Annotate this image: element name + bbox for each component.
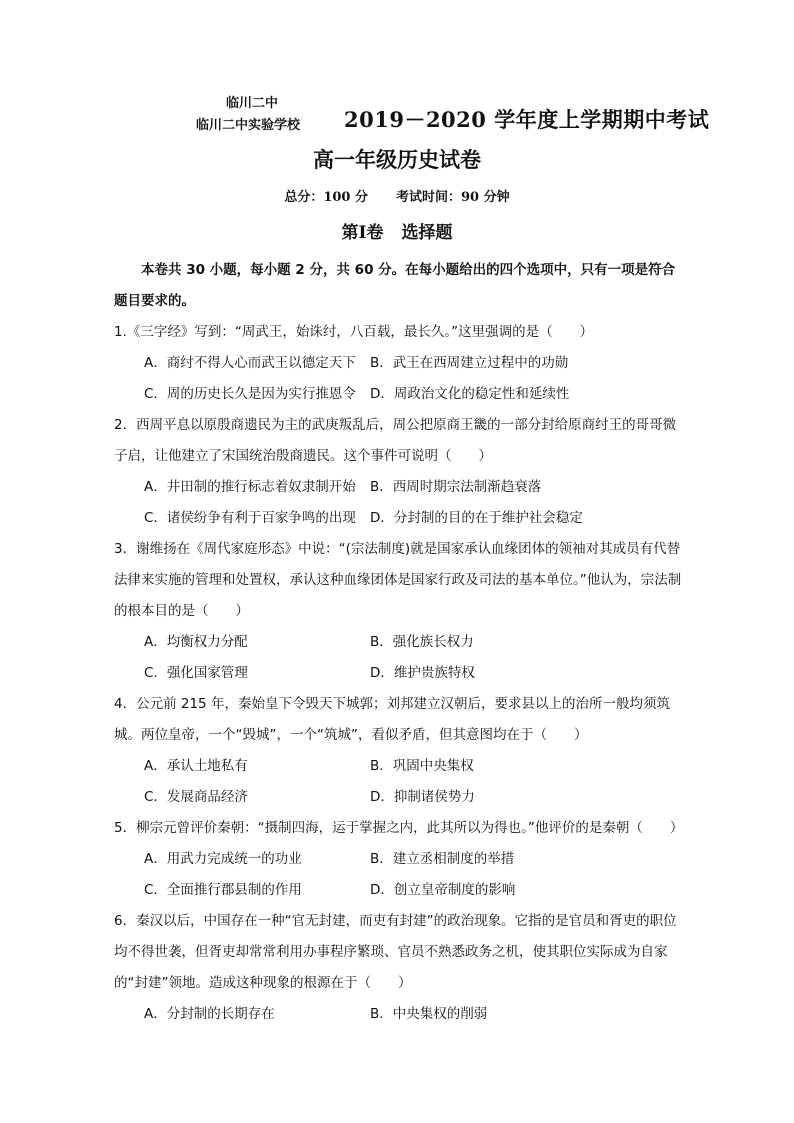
question-options <box>114 844 684 906</box>
question-options <box>114 348 684 410</box>
school-name-1: 临川二中 <box>226 96 279 111</box>
exam-time: 考试时间：90 分钟 <box>396 190 510 205</box>
option: D．分封制的目的在于维护社会稳定 <box>370 510 583 526</box>
option: A．分封制的长期存在 <box>144 1006 275 1022</box>
option: A．承认土地私有 <box>144 758 248 774</box>
section-name: 选择题 <box>401 223 453 243</box>
option: B．中央集权的削弱 <box>370 1006 488 1022</box>
question-stem: 3．谢维扬在《周代家庭形态》中说：“(宗法制度)就是国家承认血缘团体的领袖对其成员有代替法律来实施的管理和处置权，承认这种血缘团体是国家行政及司法的基本单位。”他认为，宗法制的根本目的是（ ） <box>114 541 682 619</box>
option: D．抑制诸侯势力 <box>370 789 475 805</box>
exam-subtitle: 高一年级历史试卷 <box>313 147 481 172</box>
question-list <box>114 255 684 1030</box>
question-options <box>114 999 684 1030</box>
total-score: 总分：100 分 <box>284 190 369 205</box>
option: B．西周时期宗法制渐趋衰落 <box>370 479 542 495</box>
option: C．全面推行郡县制的作用 <box>144 882 302 898</box>
question-options <box>114 627 684 689</box>
option: B．建立丞相制度的举措 <box>370 851 515 867</box>
question-options <box>114 751 684 813</box>
option: A．商纣不得人心而武王以德定天下 <box>144 355 356 371</box>
section-heading <box>0 218 794 243</box>
option: C．周的历史长久是因为实行推恩令 <box>144 386 356 402</box>
option: C．诸侯纷争有利于百家争鸣的出现 <box>144 510 356 526</box>
option: B．强化族长权力 <box>370 634 474 650</box>
school-names <box>196 93 316 137</box>
question-stem: 4．公元前 215 年，秦始皇下令毁天下城郭；刘邦建立汉朝后，要求县以上的治所一般均须筑城。两位皇帝，一个“毁城”，一个“筑城”，看似矛盾，但其意图均在于（ ） <box>114 696 670 743</box>
option: B．巩固中央集权 <box>370 758 474 774</box>
option: D．创立皇帝制度的影响 <box>370 882 516 898</box>
question-stem: 5．柳宗元曾评价秦朝：“摄制四海，运于掌握之内，此其所以为得也。”他评价的是秦朝（ ） <box>114 820 684 836</box>
exam-meta <box>0 186 794 205</box>
option: A．用武力完成统一的功业 <box>144 851 302 867</box>
option: B．武王在西周建立过程中的功勋 <box>370 355 569 371</box>
exam-title: 2019－2020 学年度上学期期中考试 <box>344 107 710 132</box>
option: D．周政治文化的稳定性和延续性 <box>370 386 570 402</box>
question-stem: 1.《三字经》写到：“周武王，始诛纣，八百载，最长久。”这里强调的是（ ） <box>114 324 594 340</box>
section-part: 第Ⅰ卷 <box>341 223 384 243</box>
question-stem: 2．西周平息以原殷商遗民为主的武庚叛乱后，周公把原商王畿的一部分封给原商纣王的哥哥微子启，让他建立了宋国统治殷商遗民。这个事件可说明（ ） <box>114 417 677 464</box>
option: D．维护贵族特权 <box>370 665 475 681</box>
option: C．强化国家管理 <box>144 665 248 681</box>
option: A．均衡权力分配 <box>144 634 248 650</box>
question-options <box>114 472 684 534</box>
question-stem: 6．秦汉以后，中国存在一种“官无封建，而吏有封建”的政治现象。它指的是官员和胥吏的职位均不得世袭，但胥吏却常常利用办事程序繁琐、官员不熟悉政务之机，使其职位实际成为自家的“封建”领地。造成这种现象的根源在于（ ） <box>114 913 677 991</box>
school-name-2: 临川二中实验学校 <box>196 118 301 133</box>
option: A．井田制的推行标志着奴隶制开始 <box>144 479 356 495</box>
instructions: 本卷共 30 小题，每小题 2 分，共 60 分。在每小题给出的四个选项中，只有一项是符合题目要求的。 <box>114 262 676 309</box>
option: C．发展商品经济 <box>144 789 248 805</box>
